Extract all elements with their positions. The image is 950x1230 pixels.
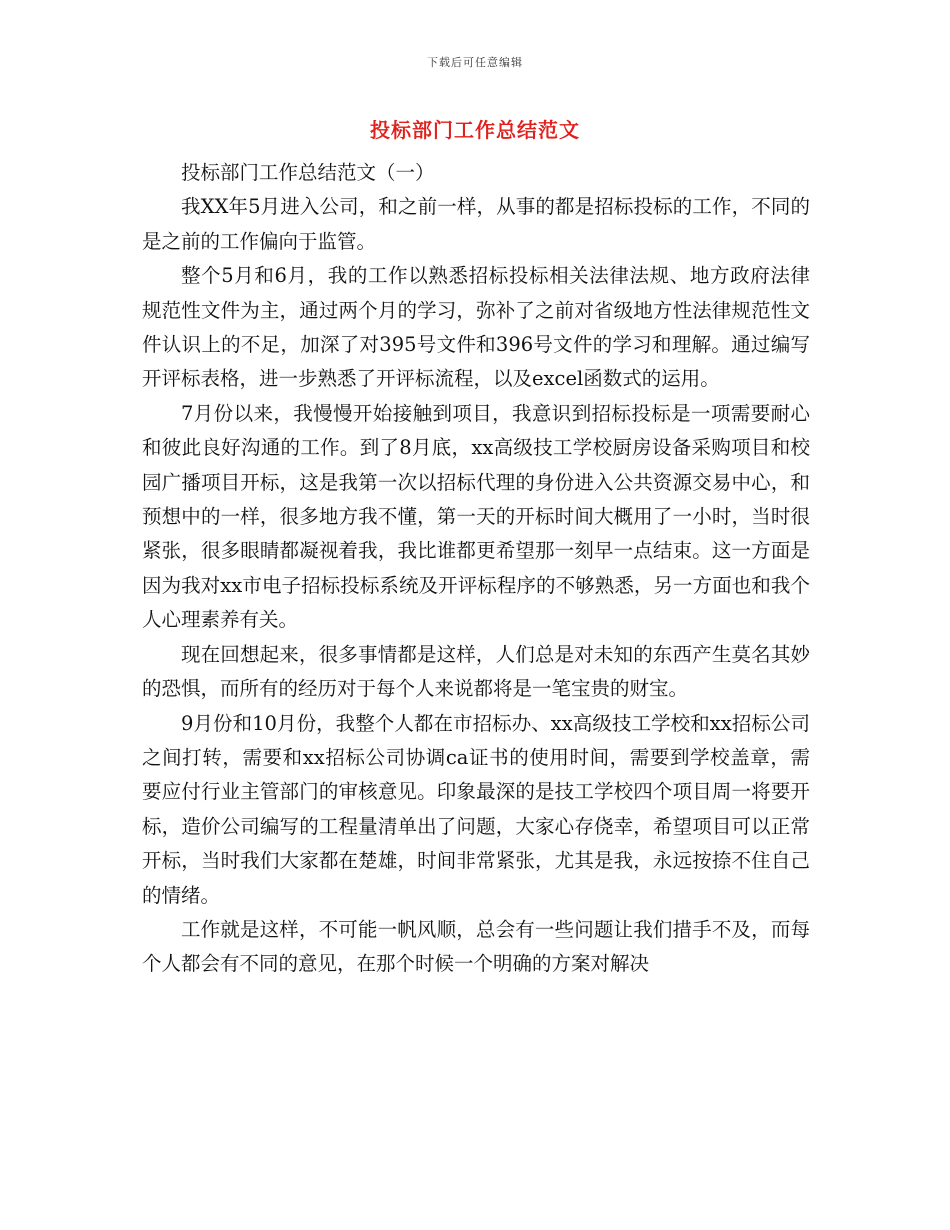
paragraph-subtitle: 投标部门工作总结范文（一） (181, 161, 435, 184)
paragraph: 我XX年5月进入公司，和之前一样，从事的都是招标投标的工作，不同的是之前的工作偏向于监管。 (142, 195, 810, 253)
document-body (142, 156, 810, 982)
paragraph: 9月份和10月份，我整个人都在市招标办、xx高级技工学校和xx招标公司之间打转，需要和xx招标公司协调ca证书的使用时间，需要到学校盖章，需要应付行业主管部门的审核意见。印象最深的是技工学校四个项目周一将要开标，造价公司编写的工程量清单出了问题，大家心存侥幸，希望项目可以正常开标，当时我们大家都在楚雄，时间非常紧张，尤其是我，永远按捺不住自己的情绪。 (142, 711, 810, 907)
document-title: 投标部门工作总结范文 (370, 118, 580, 142)
header-note: 下载后可任意编辑 (427, 56, 523, 69)
paragraph: 工作就是这样，不可能一帆风顺，总会有一些问题让我们措手不及，而每个人都会有不同的意见，在那个时候一个明确的方案对解决 (142, 917, 810, 976)
paragraph: 现在回想起来，很多事情都是这样，人们总是对未知的东西产生莫名其妙的恐惧，而所有的经历对于每个人来说都将是一笔宝贵的财宝。 (142, 642, 810, 701)
paragraph: 整个5月和6月，我的工作以熟悉招标投标相关法律法规、地方政府法律规范性文件为主，通过两个月的学习，弥补了之前对省级地方性法律规范性文件认识上的不足，加深了对395号文件和396号文件的学习和理解。通过编写开评标表格，进一步熟悉了开评标流程，以及excel函数式的运用。 (142, 264, 810, 391)
paragraph: 7月份以来，我慢慢开始接触到项目，我意识到招标投标是一项需要耐心和彼此良好沟通的工作。到了8月底，xx高级技工学校厨房设备采购项目和校园广播项目开标，这是我第一次以招标代理的身份进入公共资源交易中心，和预想中的一样，很多地方我不懂，第一天的开标时间大概用了一小时，当时很紧张，很多眼睛都凝视着我，我比谁都更希望那一刻早一点结束。这一方面是因为我对xx市电子招标投标系统及开评标程序的不够熟悉，另一方面也和我个人心理素养有关。 (142, 401, 810, 632)
